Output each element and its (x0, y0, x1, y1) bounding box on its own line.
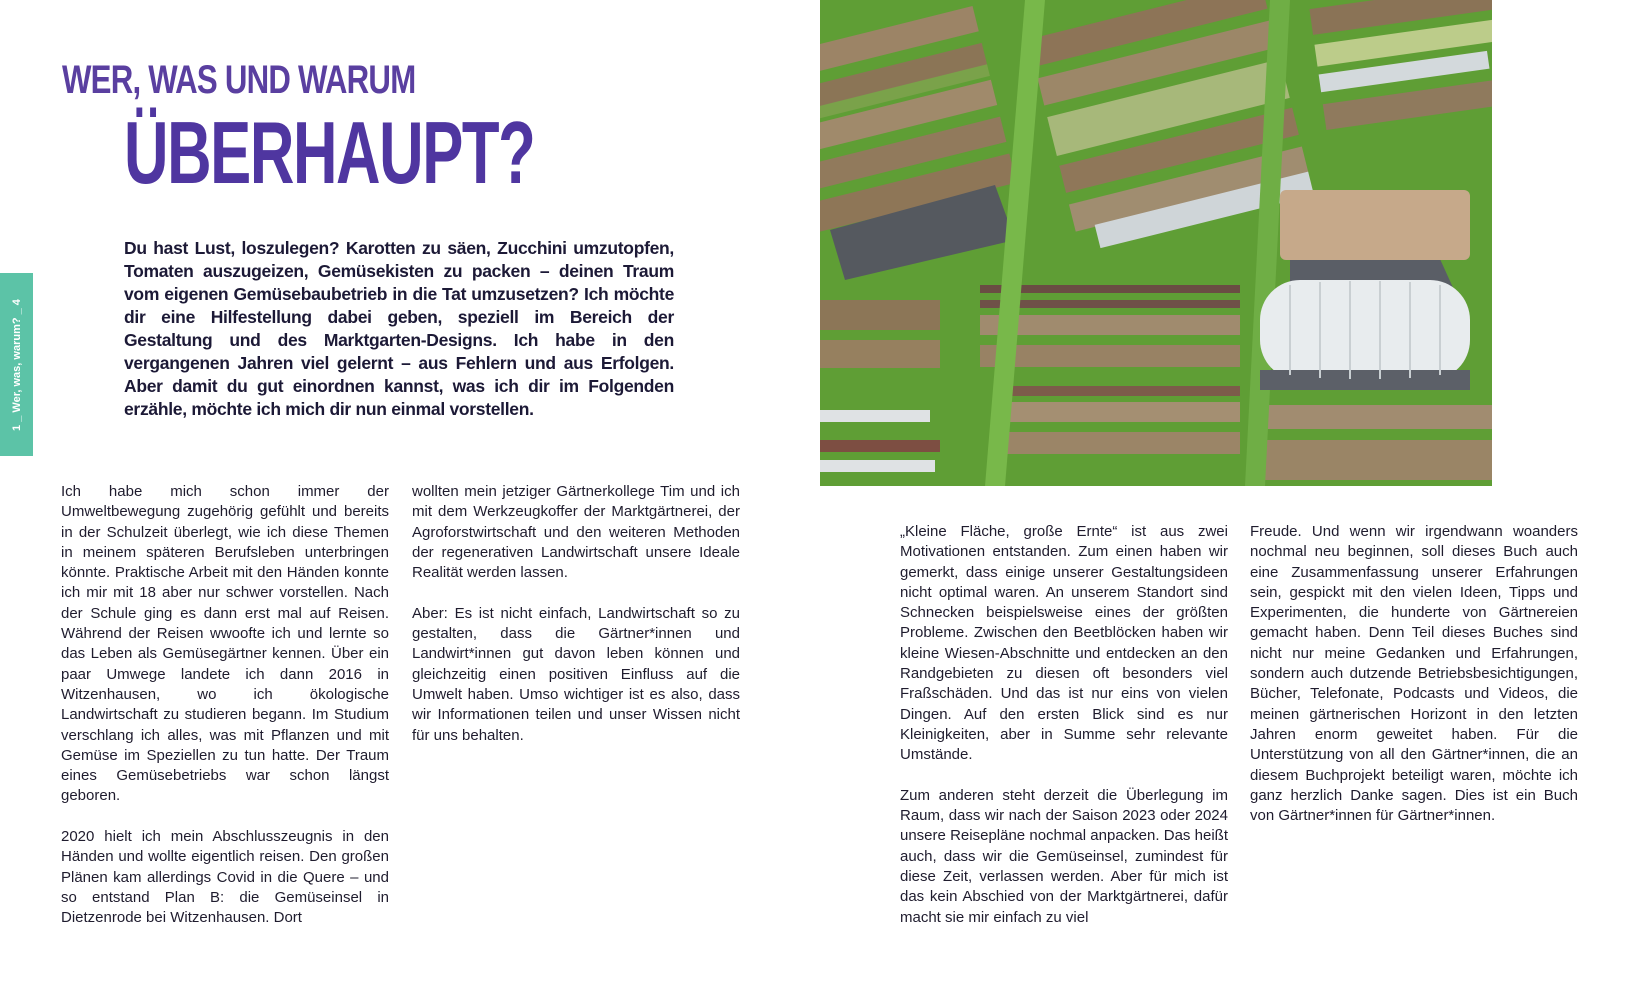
paragraph: 2020 hielt ich mein Abschlusszeugnis in den Händen und wollte eigentlich reisen. Den großen Plänen kam allerdings Covid in die Quere – und so entstand Plan B: die Gemüseinsel in Dietzenrode bei Witzenhausen. Dort (61, 828, 389, 927)
intro-paragraph: Du hast Lust, loszulegen? Karotten zu säen, Zucchini umzutopfen, Tomaten auszugeizen, Gemüsekisten zu packen – deinen Traum vom eigenen Gemüsebaubetrieb in die Tat umzusetzen? Ich möchte dir eine Hilfestellung dabei geben, speziell im Bereich der Gestaltung und des Marktgarten-Designs. Ich habe in den vergangenen Jahren viel gelernt – aus Fehlern und aus Erfolgen. Aber damit du gut einordnen kannst, was ich dir im Folgenden erzähle, möchte ich mich dir nun einmal vorstellen. (124, 238, 674, 419)
text-column-1 (61, 482, 389, 929)
title-line-1: WER, WAS UND WARUM (62, 58, 416, 102)
aerial-photo-illustration (820, 0, 1492, 486)
aerial-garden-photo (820, 0, 1492, 486)
paragraph: wollten mein jetziger Gärtnerkollege Tim und ich mit dem Werkzeugkoffer der Marktgärtnerei, der Agroforstwirtschaft und den weiteren Methoden der regenerativen Landwirtschaft unsere Ideale Realität werden lassen. (412, 483, 740, 582)
paragraph: Aber: Es ist nicht einfach, Landwirtschaft so zu gestalten, dass die Gärtner*innen und Landwirt*innen gut davon leben können und gleichzeitig einen positiven Einfluss auf die Umwelt haben. Umso wichtiger ist es also, dass wir Informationen teilen und unser Wissen nicht für uns behalten. (412, 604, 740, 744)
paragraph: Freude. Und wenn wir irgendwann woanders nochmal neu beginnen, soll dieses Buch auch eine Zusammenfassung unserer Erfahrungen sein, gespickt mit den vielen Ideen, Tipps und Experimenten, die hunderte von Gärtnereien gemacht haben. Denn Teil dieses Buches sind nicht nur meine Gedanken und Erfahrungen, sondern auch dutzende Betriebsbesichtigungen, Bücher, Telefonate, Podcasts und Videos, die meinen gärtnerischen Horizont in den letzten Jahren enorm geweitet haben. Für die Unterstützung von all den Gärtner*innen, die an diesem Buchprojekt beteiligt waren, möchte ich ganz herzlich Danke sagen. Dies ist ein Buch von Gärtner*innen für Gärtner*innen. (1250, 523, 1578, 825)
paragraph: Zum anderen steht derzeit die Überlegung im Raum, dass wir nach der Saison 2023 oder 2024 unsere Reisepläne nochmal anpacken. Das heißt auch, dass wir die Gemüseinsel, zumindest für diese Zeit, verlassen werden. Aber für mich ist das kein Abschied von der Marktgärtnerei, dafür macht sie mir einfach zu viel (900, 786, 1228, 926)
paragraph: „Kleine Fläche, große Ernte“ ist aus zwei Motivationen entstanden. Zum einen haben wir gemerkt, dass einige unserer Gestaltungsideen nicht optimal waren. An unserem Standort sind Schnecken beispielsweise eines der größten Probleme. Zwischen den Beetblöcken haben wir kleine Wiesen-Abschnitte und entdecken an den Randgebieten zu diesen oft besonders viel Fraßschäden. Und das ist nur eins von vielen Dingen. Auf den ersten Blick sind es nur Kleinigkeiten, aber in Summe sehr relevante Umstände. (900, 523, 1228, 764)
paragraph: Ich habe mich schon immer der Umweltbewegung zugehörig gefühlt und bereits in der Schulzeit überlegt, wie ich diese Themen in meinem späteren Berufsleben unterbringen könnte. Praktische Arbeit mit den Händen konnte ich mir mit 18 aber nur schwer vorstellen. Nach der Schule ging es dann erst mal auf Reisen. Während der Reisen wwoofte ich und lernte so das Leben als Gemüsegärtner kennen. Über ein paar Umwege landete ich dann 2016 in Witzenhausen, wo ich ökologische Landwirtschaft zu studieren begann. Im Studium verschlang ich alles, was mit Pflanzen und mit Gemüse im Speziellen zu tun hatte. Der Traum eines Gemüsebetriebs war schon längst geboren. (61, 483, 389, 805)
text-column-4 (1250, 522, 1578, 826)
title-line-2: ÜBERHAUPT? (124, 103, 535, 202)
chapter-label: 1 _ Wer, was, warum? _ 4 (10, 298, 23, 431)
text-column-2 (412, 482, 740, 746)
text-column-3 (900, 522, 1228, 928)
chapter-tab (0, 273, 33, 456)
